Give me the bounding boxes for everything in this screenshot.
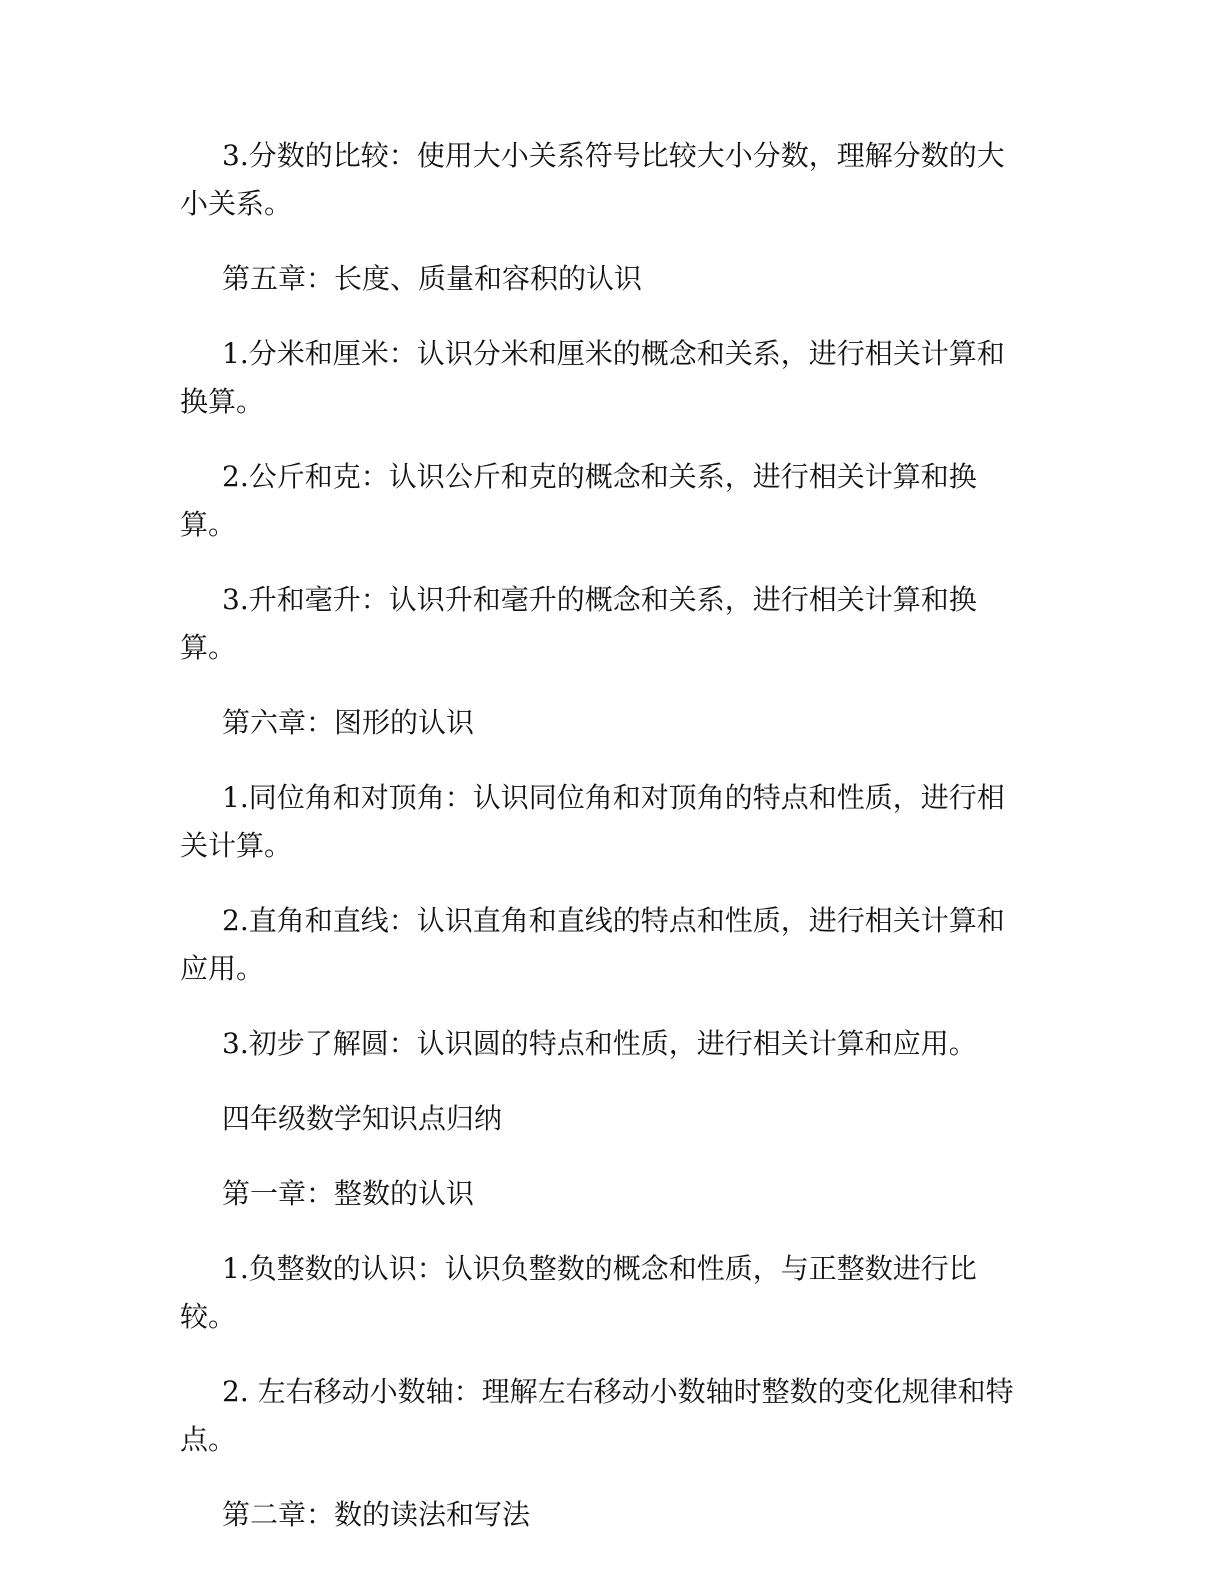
paragraph-fraction-comparison: 3.分数的比较：使用大小关系符号比较大小分数，理解分数的大小关系。 bbox=[180, 139, 1005, 220]
heading-chapter-1: 第一章：整数的认识 bbox=[222, 1177, 475, 1210]
paragraph-circle: 3.初步了解圆：认识圆的特点和性质，进行相关计算和应用。 bbox=[222, 1027, 977, 1060]
paragraph-right-angle-line: 2.直角和直线：认识直角和直线的特点和性质，进行相关计算和应用。 bbox=[180, 904, 1005, 985]
paragraph-corresponding-vertical-angles: 1.同位角和对顶角：认识同位角和对顶角的特点和性质，进行相关计算。 bbox=[180, 781, 1005, 862]
paragraph-decimeter-centimeter: 1.分米和厘米：认识分米和厘米的概念和关系，进行相关计算和换算。 bbox=[180, 337, 1005, 418]
paragraph-kilogram-gram: 2.公斤和克：认识公斤和克的概念和关系，进行相关计算和换算。 bbox=[180, 460, 977, 541]
heading-grade-4-summary: 四年级数学知识点归纳 bbox=[222, 1102, 503, 1135]
heading-chapter-2: 第二章：数的读法和写法 bbox=[222, 1498, 531, 1531]
paragraph-liter-milliliter: 3.升和毫升：认识升和毫升的概念和关系，进行相关计算和换算。 bbox=[180, 583, 977, 664]
document-body bbox=[180, 132, 1030, 1566]
paragraph-number-line: 2. 左右移动小数轴：理解左右移动小数轴时整数的变化规律和特点。 bbox=[180, 1375, 1014, 1456]
heading-chapter-6: 第六章：图形的认识 bbox=[222, 706, 475, 739]
paragraph-negative-integers: 1.负整数的认识：认识负整数的概念和性质，与正整数进行比较。 bbox=[180, 1252, 977, 1333]
heading-chapter-5: 第五章：长度、质量和容积的认识 bbox=[222, 262, 643, 295]
